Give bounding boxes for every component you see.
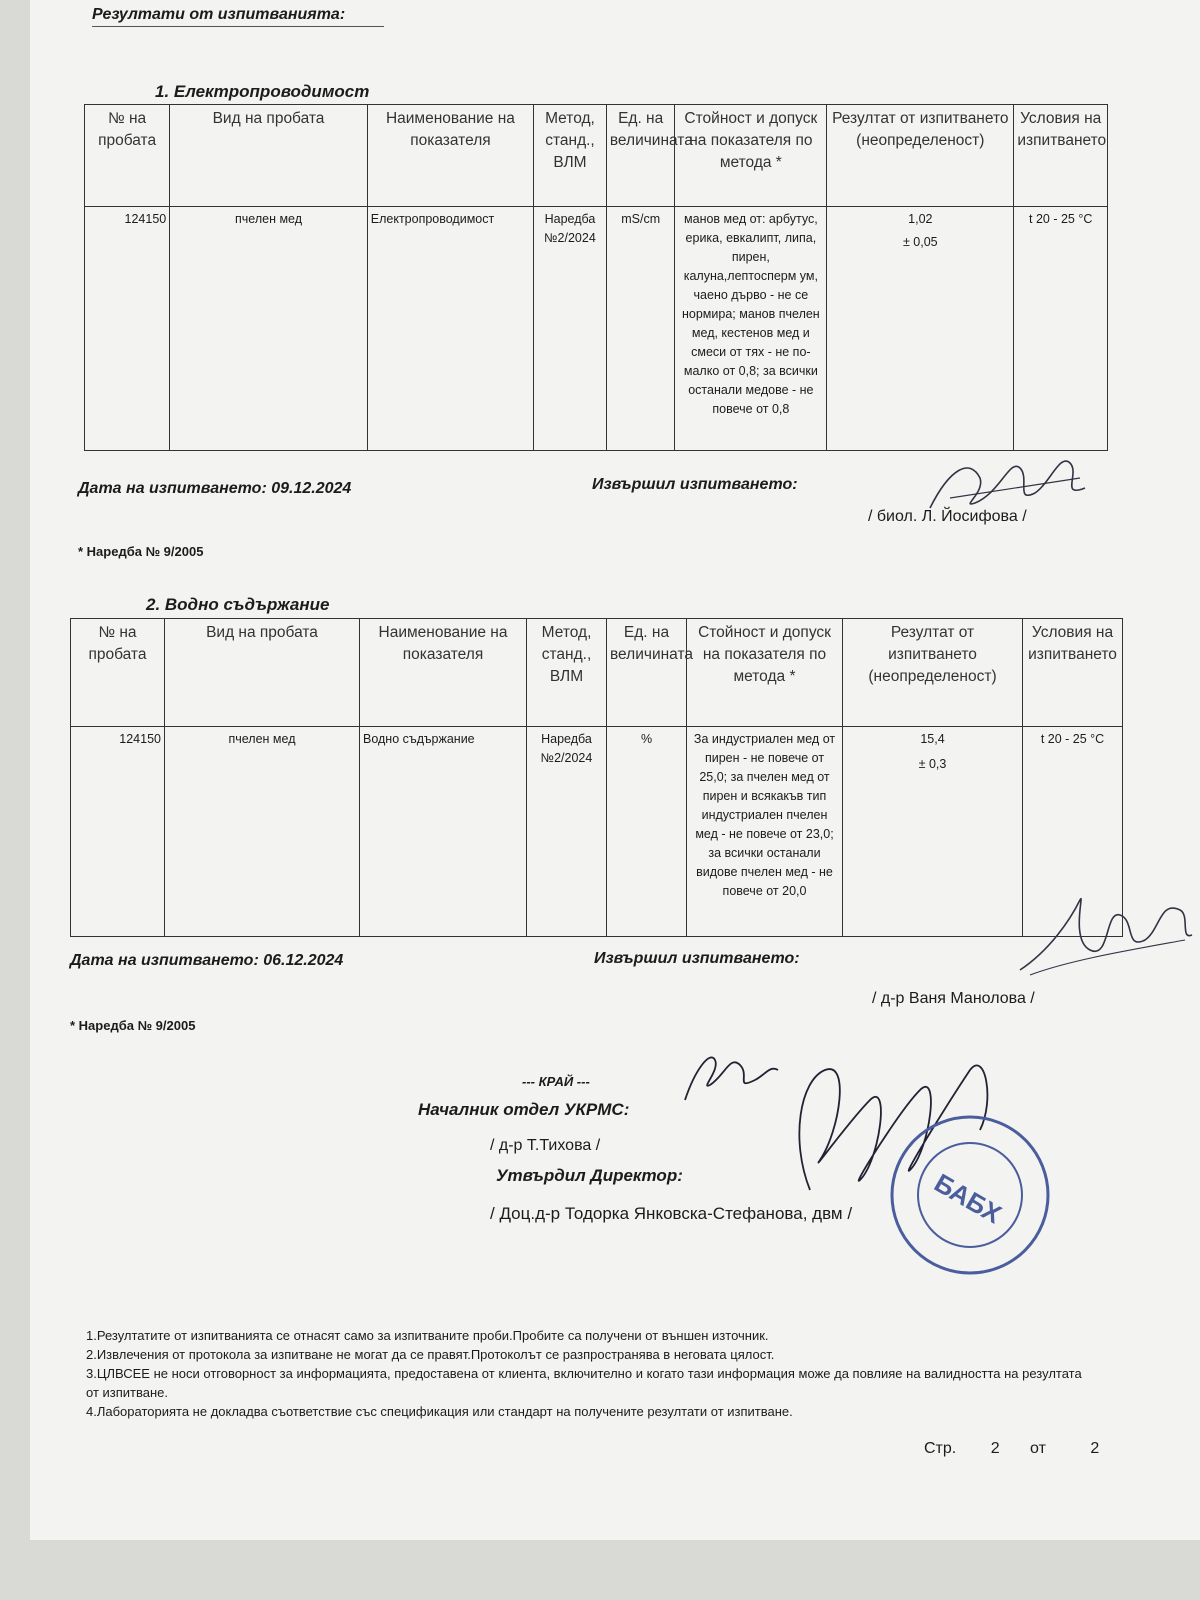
director-name: / Доц.д-р Тодорка Янковска-Стефанова, двм / — [490, 1204, 853, 1223]
section1-title: 1. Електропроводимост — [155, 82, 370, 101]
method-cell: Наредба №2/2024 — [534, 207, 607, 451]
value-tolerance-cell: За индустриален мед от пирен - не повече от 25,0; за пчелен мед от пирен и всякакъв тип индустриален пчелен мед - не повече от 23,0; за всички останали видове пчелен мед - не повече от 20,0 — [687, 727, 843, 937]
method-cell: Наредба №2/2024 — [527, 727, 607, 937]
indicator-cell: Водно съдържание — [360, 727, 527, 937]
signature-manolova — [1010, 880, 1195, 990]
result-cell — [827, 207, 1014, 451]
unit-cell: mS/cm — [606, 207, 675, 451]
section2-title: 2. Водно съдържание — [146, 595, 330, 614]
col-indicator: Наименование на показателя — [367, 105, 533, 207]
page-current: 2 — [990, 1440, 1000, 1457]
result-value: 1,02 — [908, 212, 933, 226]
head-name: / д-р Т.Тихова / — [490, 1137, 601, 1154]
signature-tihova — [680, 1040, 780, 1110]
results-title: Резултати от изпитванията: — [92, 6, 346, 23]
value-tolerance-cell: манов мед от: арбутус, ерика, евкалипт, липа, пирен, калуна,лептосперм ум, чаено дърво - не се нормира; манов пчелен мед, кестенов мед и смеси от тях - не по-малко от 0,8; за всички останали медове - не повече от 0,8 — [675, 207, 827, 451]
col-sample-type: Вид на пробата — [165, 619, 360, 727]
indicator-cell: Електропроводимост — [367, 207, 533, 451]
col-conditions: Условия на изпитването — [1014, 105, 1108, 207]
footnotes — [86, 1326, 1086, 1421]
result-cell — [843, 727, 1023, 937]
conditions-cell: t 20 - 25 °C — [1023, 727, 1123, 937]
page-of: от — [1030, 1440, 1046, 1457]
water-content-table — [70, 618, 1123, 937]
col-result: Резултат от изпитването (неопределеност) — [843, 619, 1023, 727]
footnote-3: 3.ЦЛВСЕЕ не носи отговорност за информацията, предоставена от клиента, включително и когато тази информация може да повлияе на валидността на резултата от изпитване. — [86, 1366, 1082, 1400]
sample-type-cell: пчелен мед — [165, 727, 360, 937]
unit-cell: % — [607, 727, 687, 937]
col-result: Резултат от изпитването (неопределеност) — [827, 105, 1014, 207]
result-value: 15,4 — [920, 732, 945, 746]
page-total: 2 — [1090, 1440, 1100, 1457]
head-label: Началник отдел УКРМС: — [418, 1100, 630, 1119]
stamp-text: БАБХ — [929, 1167, 1007, 1230]
conditions-cell: t 20 - 25 °C — [1014, 207, 1108, 451]
title-underline — [92, 26, 384, 27]
col-unit: Ед. на величината — [606, 105, 675, 207]
section2-performed-label: Извършил изпитването: — [594, 950, 800, 967]
sample-no-cell: 124150 — [71, 727, 165, 937]
babh-stamp — [885, 1110, 1055, 1280]
col-sample-no: № на пробата — [85, 105, 170, 207]
col-value-tolerance: Стойност и допуск на показателя по метода * — [675, 105, 827, 207]
signature-iosifova — [920, 448, 1090, 528]
col-indicator: Наименование на показателя — [360, 619, 527, 727]
section2-performer: / д-р Ваня Манолова / — [872, 990, 1035, 1007]
result-uncertainty: ± 0,05 — [902, 235, 938, 249]
section1-test-date: Дата на изпитването: 09.12.2024 — [78, 480, 352, 497]
col-value-tolerance: Стойност и допуск на показателя по метода * — [687, 619, 843, 727]
sample-no-cell: 124150 — [85, 207, 170, 451]
electroconductivity-table — [84, 104, 1108, 451]
section1-performer: / биол. Л. Йосифова / — [868, 508, 1027, 525]
col-method: Метод, станд., ВЛМ — [527, 619, 607, 727]
approved-label: Утвърдил Директор: — [496, 1166, 683, 1185]
footnote-2: 2.Извлечения от протокола за изпитване не могат да се правят.Протоколът се разпространява в неговата цялост. — [86, 1347, 775, 1362]
page-label: Стр. — [924, 1440, 957, 1457]
col-unit: Ед. на величината — [607, 619, 687, 727]
result-uncertainty: ± 0,3 — [918, 757, 947, 771]
section2-test-date: Дата на изпитването: 06.12.2024 — [70, 952, 344, 969]
footnote-1: 1.Резултатите от изпитванията се отнасят само за изпитваните проби.Пробите са получени от външен източник. — [86, 1328, 769, 1343]
page-number — [924, 1440, 1099, 1458]
footnote-4: 4.Лабораторията не докладва съответствие със спецификация или стандарт на получените резултати от изпитване. — [86, 1404, 793, 1419]
section2-footnote: * Наредба № 9/2005 — [70, 1018, 196, 1033]
table-row — [71, 727, 1123, 937]
col-conditions: Условия на изпитването — [1023, 619, 1123, 727]
col-sample-type: Вид на пробата — [170, 105, 368, 207]
col-method: Метод, станд., ВЛМ — [534, 105, 607, 207]
end-marker: --- КРАЙ --- — [522, 1074, 590, 1089]
sample-type-cell: пчелен мед — [170, 207, 368, 451]
table-row — [85, 207, 1108, 451]
section1-performed-label: Извършил изпитването: — [592, 476, 798, 493]
col-sample-no: № на пробата — [71, 619, 165, 727]
section1-footnote: * Наредба № 9/2005 — [78, 544, 204, 559]
